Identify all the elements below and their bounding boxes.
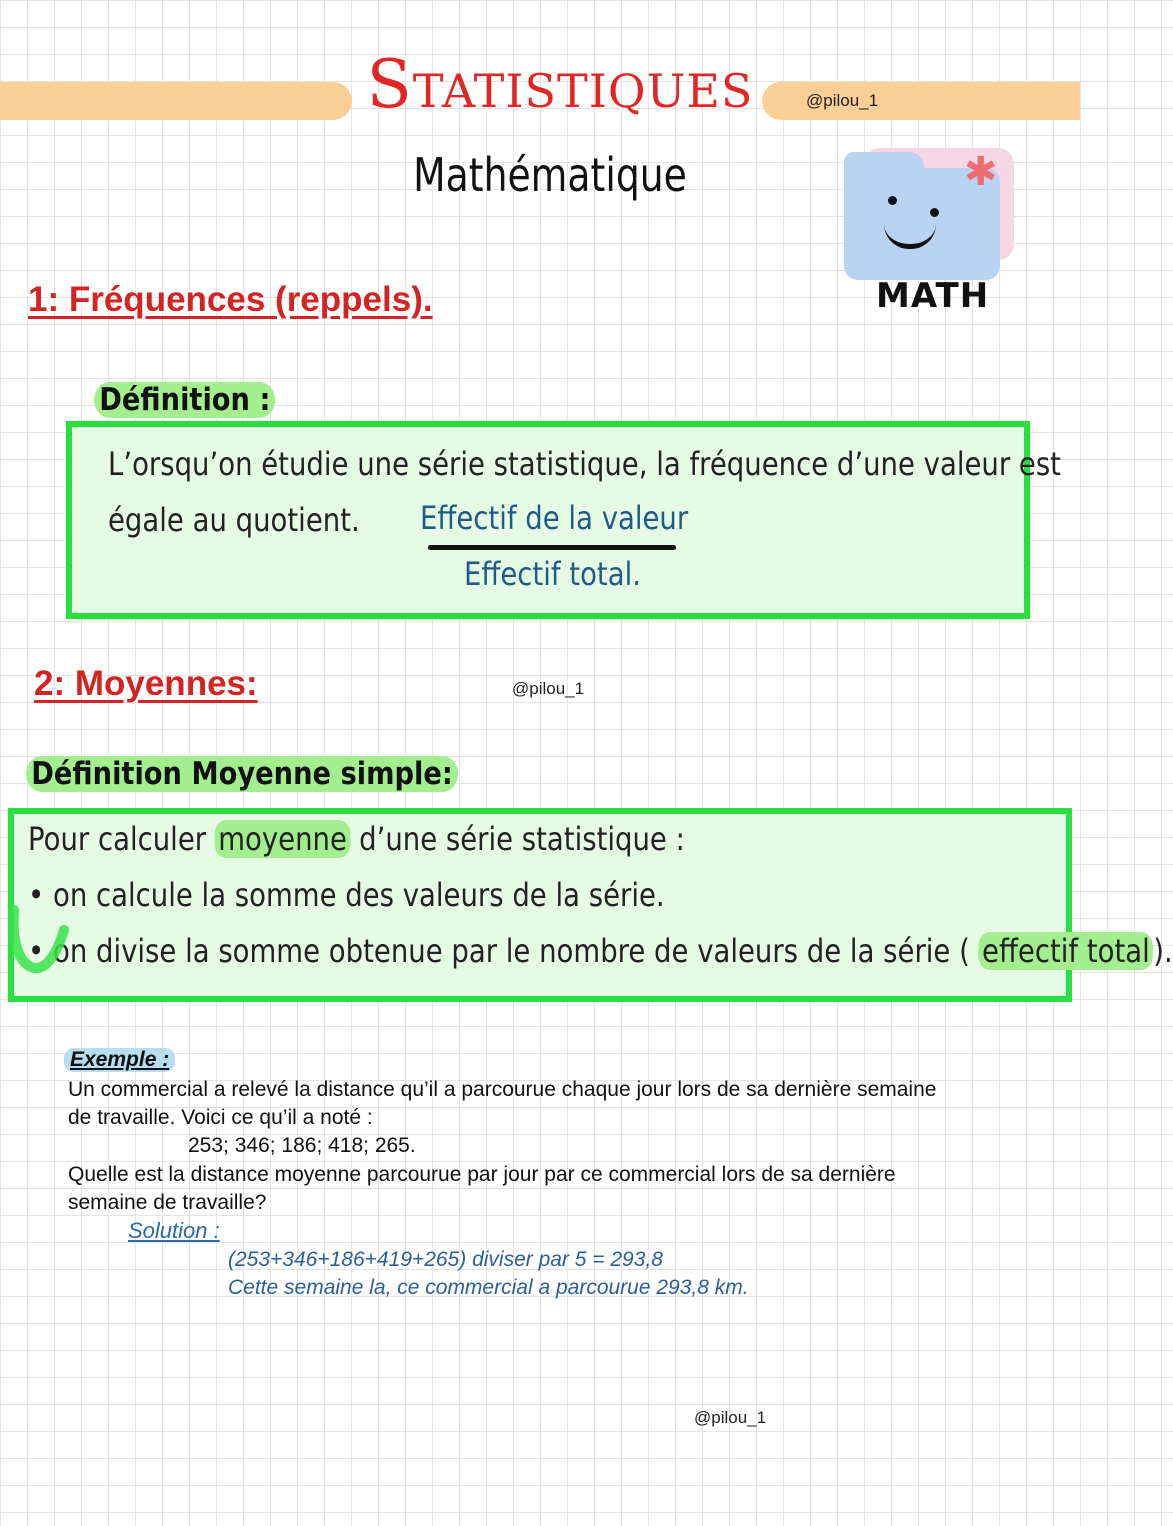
highlight-effectif-total: effectif total <box>979 932 1154 970</box>
math-folder-sticker <box>836 148 1026 328</box>
smile-mouth <box>884 224 936 249</box>
section-heading-moyennes: 2: Moyennes: <box>34 664 258 703</box>
definition-box-frequence <box>66 421 1061 619</box>
example-line-2: de travaille. Voici ce qu’il a noté : <box>68 1106 373 1129</box>
moyenne-line-1-start: Pour calculer <box>28 820 215 858</box>
fraction-numerator: Effectif de la valeur <box>420 499 689 537</box>
eye-left <box>888 196 897 205</box>
eye-right <box>930 208 939 217</box>
definition-line-2: égale au quotient. <box>108 501 360 539</box>
page-title: Statistiques <box>366 46 754 123</box>
header-band-right <box>762 82 1080 120</box>
example-label: Exemple : <box>64 1048 175 1072</box>
section-heading-frequences: 1: Fréquences (reppels). <box>28 280 433 319</box>
example-question-1: Quelle est la distance moyenne parcourue par jour par ce commercial lors de sa dernière <box>68 1163 896 1186</box>
definition-label-text: Définition : <box>94 382 276 418</box>
sticker-label: MATH <box>876 276 990 316</box>
header-handle: @pilou_1 <box>806 91 879 110</box>
definition-moyenne-label <box>26 756 458 792</box>
fraction-denominator: Effectif total. <box>464 555 641 593</box>
solution-line-1: (253+346+186+419+265) diviser par 5 = 293,8 <box>228 1248 663 1271</box>
example-question-2: semaine de travaille? <box>68 1191 267 1214</box>
header-band-left <box>0 82 352 120</box>
moyenne-line-1 <box>28 820 685 858</box>
mid-handle: @pilou_1 <box>512 679 585 698</box>
definition-line-1: L’orsqu’on étudie une série statistique, la fréquence d’une valeur est <box>108 445 1061 483</box>
bullet-2 <box>28 932 1173 970</box>
fraction-bar <box>428 545 676 550</box>
example-line-1: Un commercial a relevé la distance qu’il a parcourue chaque jour lors de sa dernière semaine <box>68 1078 937 1101</box>
highlight-moyenne: moyenne <box>215 820 351 858</box>
footer-handle: @pilou_1 <box>694 1408 767 1427</box>
check-mark-icon <box>8 890 68 980</box>
bullet-2-start: • on divise la somme obtenue par le nombre de valeurs de la série ( <box>28 932 979 970</box>
moyenne-line-1-end: d’une série statistique : <box>350 820 685 858</box>
definition-moyenne-text: Définition Moyenne simple: <box>26 756 458 792</box>
solution-line-2: Cette semaine la, ce commercial a parcourue 293,8 km. <box>228 1276 749 1299</box>
bullet-2-end: ). <box>1153 932 1173 970</box>
page-subtitle: Mathématique <box>413 148 687 202</box>
star-icon: ✱ <box>964 150 998 194</box>
solution-label: Solution : <box>128 1218 220 1243</box>
bullet-1: • on calcule la somme des valeurs de la série. <box>28 876 665 914</box>
definition-label <box>94 382 276 418</box>
definition-box-moyenne <box>8 808 1173 1002</box>
example-values: 253; 346; 186; 418; 265. <box>188 1134 416 1157</box>
